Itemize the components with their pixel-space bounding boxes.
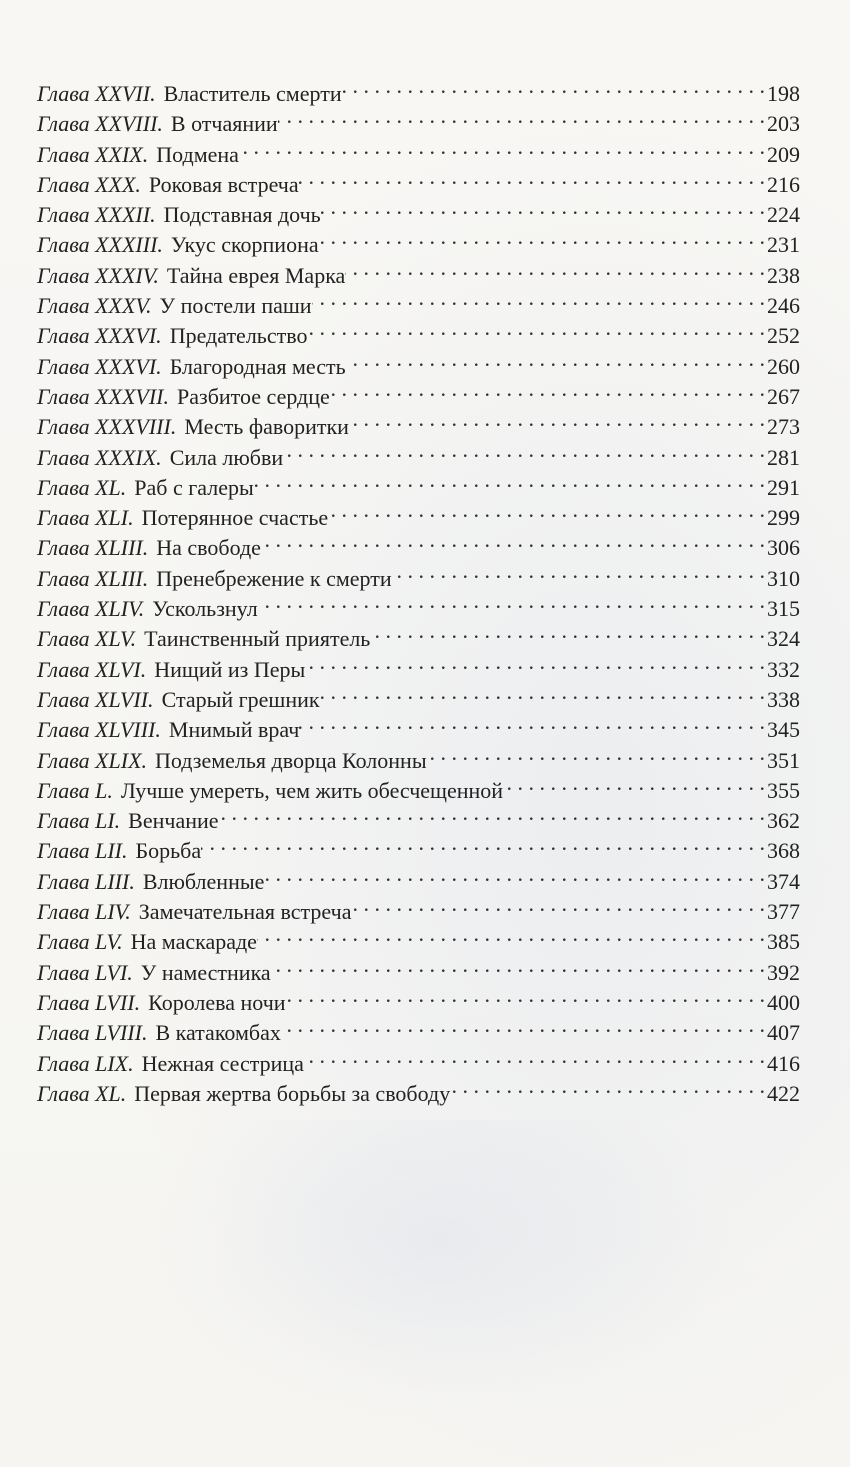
dot-leader — [219, 798, 765, 828]
chapter-number: Глава L. — [37, 777, 113, 803]
dot-leader — [286, 980, 765, 1010]
chapter-title: Подземелья дворца Колонны — [155, 747, 427, 773]
chapter-number: Глава LIV. — [37, 899, 131, 925]
chapter-title: Властитель смерти — [163, 81, 342, 106]
page-number: 267 — [767, 383, 800, 409]
dot-leader — [450, 1071, 765, 1101]
dot-leader — [392, 556, 765, 586]
dot-leader — [346, 344, 765, 374]
dot-leader — [254, 465, 765, 495]
chapter-title: Замечательная встреча — [138, 899, 352, 925]
page-number: 422 — [767, 1080, 800, 1106]
page-number: 231 — [767, 232, 800, 258]
page-number: 224 — [767, 202, 800, 228]
chapter-number: Глава XXXVIII. — [37, 414, 177, 440]
page-number: 377 — [767, 899, 800, 925]
chapter-number: Глава XXVII. — [37, 81, 156, 106]
chapter-title: Венчание — [128, 808, 219, 834]
chapter-number: Глава XXXVII. — [37, 383, 170, 409]
chapter-title: Старый грешник — [161, 686, 320, 712]
chapter-title: Предательство — [169, 323, 308, 349]
chapter-title: Подставная дочь — [163, 202, 321, 228]
chapter-number: Глава XLIV. — [37, 596, 145, 622]
dot-leader — [299, 707, 765, 737]
dot-leader — [319, 222, 765, 252]
chapter-title: Королева ночи — [148, 989, 286, 1015]
dot-leader — [328, 495, 765, 525]
page-number: 392 — [767, 959, 800, 985]
dot-leader — [278, 101, 765, 131]
page-number: 407 — [767, 1020, 800, 1046]
chapter-number: Глава XLVII. — [37, 686, 154, 712]
chapter-number: Глава LIX. — [37, 1050, 134, 1076]
dot-leader — [258, 586, 765, 616]
dot-leader — [351, 889, 765, 919]
dot-leader — [320, 677, 765, 707]
dot-leader — [345, 253, 765, 283]
page-number: 345 — [767, 717, 800, 743]
page-number: 324 — [767, 626, 800, 652]
dot-leader — [304, 1041, 765, 1071]
chapter-number: Глава XLV. — [37, 626, 137, 652]
chapter-title: Благородная месть — [169, 353, 346, 379]
dot-leader — [307, 313, 765, 343]
chapter-number: Глава XLIX. — [37, 747, 148, 773]
chapter-number: Глава XL. — [37, 1080, 127, 1106]
dot-leader — [427, 738, 765, 768]
page-number: 273 — [767, 414, 800, 440]
chapter-title: У наместника — [140, 959, 271, 985]
chapter-number: Глава XLVIII. — [37, 717, 161, 743]
chapter-title: Раб с галеры — [134, 474, 254, 500]
chapter-number: Глава XXXVI. — [37, 353, 162, 379]
chapter-title: На маскараде — [130, 929, 257, 955]
chapter-number: Глава XLIII. — [37, 535, 149, 561]
dot-leader — [257, 919, 765, 949]
page-number: 351 — [767, 747, 800, 773]
page-number: 332 — [767, 656, 800, 682]
page-number: 238 — [767, 262, 800, 288]
chapter-title: Борьба — [135, 838, 202, 864]
page-number: 291 — [767, 474, 800, 500]
chapter-number: Глава XXXIV. — [37, 262, 159, 288]
page-number: 203 — [767, 111, 800, 137]
dot-leader — [321, 192, 765, 222]
chapter-number: Глава XXX. — [37, 171, 141, 197]
page-number: 315 — [767, 596, 800, 622]
page-number: 310 — [767, 565, 800, 591]
page-number: 306 — [767, 535, 800, 561]
dot-leader — [330, 374, 765, 404]
dot-leader — [261, 525, 765, 555]
chapter-number: Глава XL. — [37, 474, 127, 500]
chapter-number: Глава XLI. — [37, 505, 134, 531]
chapter-title: Роковая встреча — [148, 171, 299, 197]
page-number: 252 — [767, 323, 800, 349]
page-number: 355 — [767, 777, 800, 803]
chapter-title: Укус скорпиона — [170, 232, 319, 258]
chapter-number: Глава XXXVI. — [37, 323, 162, 349]
chapter-number: Глава XXXIX. — [37, 444, 162, 470]
dot-leader — [281, 1010, 765, 1040]
page-number: 209 — [767, 141, 800, 167]
chapter-title: В катакомбах — [155, 1020, 281, 1046]
dot-leader — [264, 859, 765, 889]
chapter-title: Первая жертва борьбы за свободу — [134, 1080, 451, 1106]
chapter-title: Ускользнул — [152, 596, 258, 622]
chapter-number: Глава LVIII. — [37, 1020, 148, 1046]
chapter-title: Нежная сестрица — [141, 1050, 304, 1076]
chapter-title: Сила любви — [169, 444, 284, 470]
chapter-title: Потерянное счастье — [141, 505, 329, 531]
page-number: 299 — [767, 505, 800, 531]
dot-leader — [271, 950, 765, 980]
chapter-number: Глава XLVI. — [37, 656, 147, 682]
page-number: 362 — [767, 808, 800, 834]
dot-leader — [312, 283, 765, 313]
page-number: 400 — [767, 989, 800, 1015]
chapter-title: На свободе — [156, 535, 261, 561]
chapter-title: Пренебрежение к смерти — [156, 565, 392, 591]
dot-leader — [342, 71, 765, 101]
chapter-title: Нищий из Перы — [154, 656, 306, 682]
toc-entry — [37, 71, 800, 106]
chapter-title: Разбитое сердце — [177, 383, 330, 409]
dot-leader — [239, 132, 765, 162]
chapter-number: Глава LI. — [37, 808, 121, 834]
chapter-number: Глава LV. — [37, 929, 123, 955]
table-of-contents — [37, 71, 800, 1106]
page-number: 246 — [767, 293, 800, 319]
show-through-shadow — [140, 1120, 740, 1420]
page-number: 385 — [767, 929, 800, 955]
chapter-number: Глава LVII. — [37, 989, 141, 1015]
chapter-title: Влюбленные — [142, 868, 265, 894]
page-number: 260 — [767, 353, 800, 379]
dot-leader — [283, 435, 765, 465]
chapter-title: Таинственный приятель — [144, 626, 371, 652]
page-number: 216 — [767, 171, 800, 197]
chapter-title: Тайна еврея Марка — [166, 262, 346, 288]
dot-leader — [299, 162, 765, 192]
chapter-number: Глава LVI. — [37, 959, 133, 985]
page-number: 374 — [767, 868, 800, 894]
chapter-number: Глава XLIII. — [37, 565, 149, 591]
chapter-title: Лучше умереть, чем жить обесчещенной — [120, 777, 504, 803]
chapter-number: Глава XXXII. — [37, 202, 156, 228]
chapter-number: Глава XXIX. — [37, 141, 149, 167]
page-number: 281 — [767, 444, 800, 470]
chapter-number: Глава XXXV. — [37, 293, 152, 319]
dot-leader — [349, 404, 765, 434]
page-number: 416 — [767, 1050, 800, 1076]
chapter-number: Глава LII. — [37, 838, 128, 864]
chapter-title: Месть фаворитки — [184, 414, 349, 440]
page-number: 338 — [767, 686, 800, 712]
chapter-number: Глава XXVIII. — [37, 111, 163, 137]
chapter-title: В отчаянии — [170, 111, 278, 137]
chapter-title: Подмена — [156, 141, 239, 167]
chapter-number: Глава LIII. — [37, 868, 135, 894]
dot-leader — [201, 828, 765, 858]
chapter-title: Мнимый врач — [168, 717, 300, 743]
chapter-number: Глава XXXIII. — [37, 232, 163, 258]
page-number: 198 — [767, 81, 800, 106]
dot-leader — [370, 616, 765, 646]
page-number: 368 — [767, 838, 800, 864]
chapter-title: У постели паши — [159, 293, 312, 319]
dot-leader — [305, 647, 765, 677]
dot-leader — [503, 768, 765, 798]
